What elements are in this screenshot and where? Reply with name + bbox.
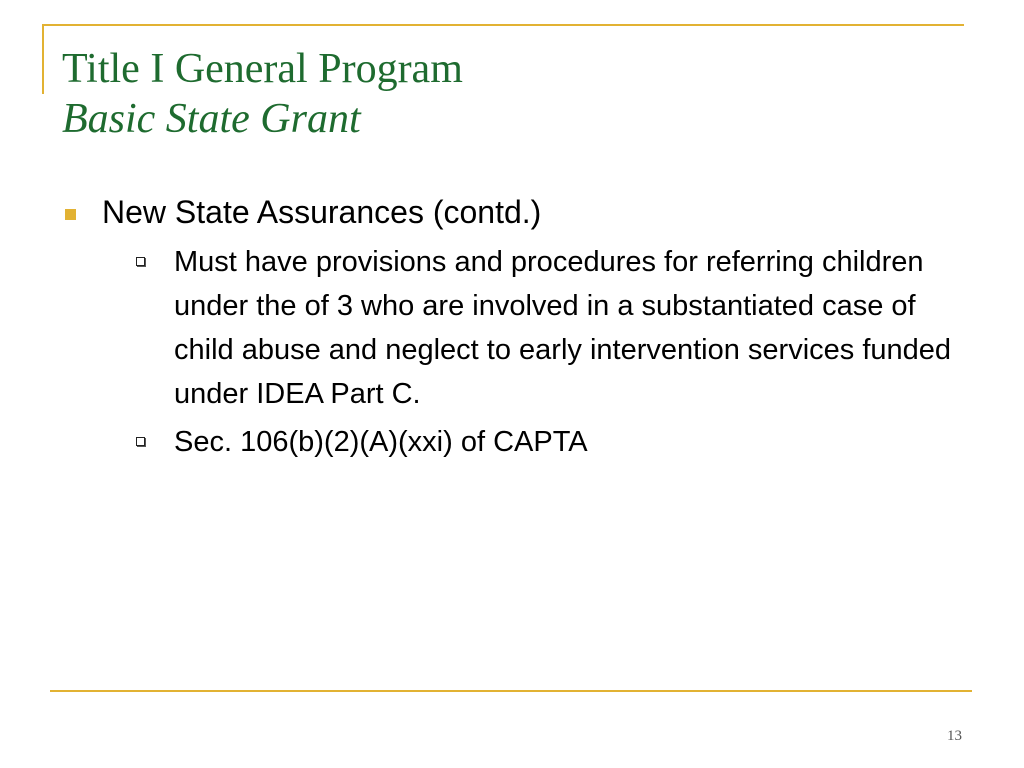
slide-title bbox=[62, 44, 463, 144]
bullet-item bbox=[62, 190, 962, 234]
title-line-1: Title I General Program bbox=[62, 46, 463, 92]
sub-bullet-item bbox=[136, 240, 962, 416]
filled-square-bullet-icon bbox=[65, 209, 76, 220]
sub-bullet-list bbox=[62, 240, 962, 464]
sub-bullet-item bbox=[136, 420, 962, 464]
hollow-square-bullet-icon bbox=[136, 437, 145, 446]
page-number: 13 bbox=[947, 728, 962, 744]
bottom-accent-rule bbox=[50, 690, 972, 692]
title-line-2: Basic State Grant bbox=[62, 96, 361, 142]
hollow-square-bullet-icon bbox=[136, 257, 145, 266]
bullet-text: New State Assurances (contd.) bbox=[102, 194, 542, 230]
top-accent-rule bbox=[42, 24, 964, 26]
slide-content bbox=[62, 190, 962, 468]
sub-bullet-text: Sec. 106(b)(2)(A)(xxi) of CAPTA bbox=[174, 426, 588, 458]
sub-bullet-text: Must have provisions and procedures for referring children under the of 3 who are involved in a substantiated case of child abuse and neglect to early intervention services funded under IDEA Part C. bbox=[174, 246, 952, 410]
left-accent-rule bbox=[42, 24, 44, 94]
